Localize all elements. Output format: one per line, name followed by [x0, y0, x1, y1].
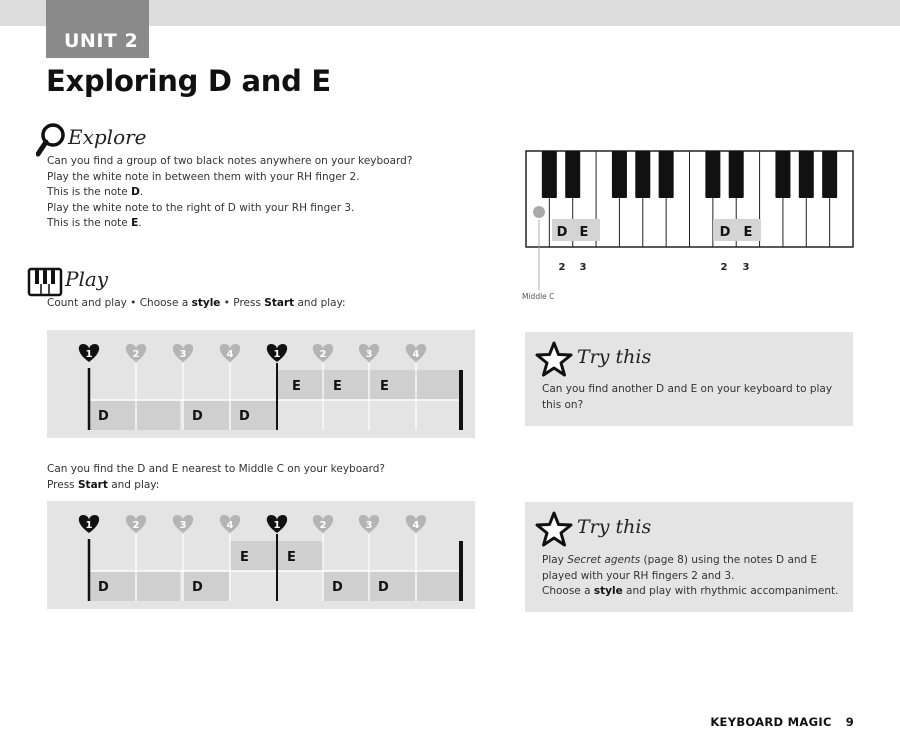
- unit-label: UNIT 2: [64, 30, 139, 52]
- finger-label: 3: [579, 262, 587, 273]
- black-key: [659, 151, 674, 198]
- note-e: E: [287, 550, 296, 565]
- black-key: [565, 151, 580, 198]
- beat-number: 4: [412, 349, 420, 360]
- black-key: [705, 151, 720, 198]
- black-key: [822, 151, 837, 198]
- explore-line-3: This is the note D.: [47, 186, 144, 198]
- black-key: [542, 151, 557, 198]
- note-label-d-2: D: [719, 225, 731, 240]
- try-this-panel-1: [525, 332, 853, 426]
- note-d: D: [98, 409, 109, 424]
- star-icon: [535, 341, 573, 377]
- explore-line-4: Play the white note to the right of D with your RH finger 3.: [47, 201, 355, 214]
- keyboard-diagram: [520, 148, 860, 308]
- rhythm-panel-2: [47, 501, 477, 611]
- note-d: D: [332, 580, 343, 595]
- note-e: E: [333, 379, 342, 394]
- note-d: D: [192, 580, 203, 595]
- note-e: E: [292, 379, 301, 394]
- beat-number: 3: [179, 349, 187, 360]
- note-d: D: [98, 580, 109, 595]
- note-box-d: [323, 571, 369, 601]
- rhythm-panel-1: [47, 330, 477, 440]
- note-e: E: [380, 379, 389, 394]
- note-d: D: [378, 580, 389, 595]
- beat-number: 1: [273, 349, 281, 360]
- explore-line-5: This is the note E.: [47, 217, 142, 229]
- beat-number: 2: [319, 349, 327, 360]
- beat-number: 3: [179, 520, 187, 531]
- note-label-d-1: D: [556, 225, 568, 240]
- magnifier-icon: [36, 122, 68, 158]
- finger-label: 2: [558, 262, 566, 273]
- page-number: 9: [845, 715, 854, 729]
- note-d: D: [239, 409, 250, 424]
- beat-number: 3: [365, 520, 373, 531]
- try-this-panel-2: [525, 502, 853, 612]
- explore-line-2: Play the white note in between them with your RH finger 2.: [47, 170, 360, 183]
- note-label-e-1: E: [579, 225, 589, 240]
- middle-c-question: Can you find the D and E nearest to Middle C on your keyboard? Press Start and play:: [47, 463, 385, 491]
- page-title: Exploring D and E: [46, 64, 331, 98]
- beat-number: 2: [132, 349, 140, 360]
- note-box-d: [183, 400, 229, 430]
- explore-line-1: Can you find a group of two black notes anywhere on your keyboard?: [47, 155, 413, 167]
- beat-number: 4: [226, 349, 234, 360]
- note-box-e: [323, 370, 369, 400]
- beat-number: 2: [132, 520, 140, 531]
- middle-c-dot: [533, 206, 545, 218]
- note-d: D: [192, 409, 203, 424]
- note-box-d: [183, 571, 229, 601]
- black-key: [612, 151, 627, 198]
- note-label-e-2: E: [743, 225, 753, 240]
- note-e: E: [240, 550, 249, 565]
- try-this-heading: Try this: [577, 346, 652, 368]
- keyboard-icon: [27, 265, 63, 297]
- unit-tab: [46, 0, 149, 58]
- beat-number: 4: [226, 520, 234, 531]
- finger-label: 2: [720, 262, 728, 273]
- note-box-e: [277, 541, 323, 571]
- note-box-d: [230, 400, 276, 430]
- try-this-text: Can you find another D and E on your keyboard to play this on?: [542, 383, 833, 411]
- black-key: [729, 151, 744, 198]
- explore-text: [47, 154, 467, 232]
- book-title: KEYBOARD MAGIC: [710, 715, 832, 729]
- beat-number: 1: [273, 520, 281, 531]
- beat-number: 4: [412, 520, 420, 531]
- finger-label: 3: [742, 262, 750, 273]
- page-footer: [710, 715, 854, 729]
- middle-c-label: Middle C: [522, 292, 555, 301]
- play-heading: Play: [65, 267, 109, 291]
- explore-heading: Explore: [68, 125, 147, 149]
- black-key: [775, 151, 790, 198]
- beat-number: 2: [319, 520, 327, 531]
- black-key: [799, 151, 814, 198]
- black-key: [635, 151, 650, 198]
- beat-number: 1: [85, 349, 93, 360]
- beat-number: 1: [85, 520, 93, 531]
- try-this-heading: Try this: [577, 516, 652, 538]
- note-box-e: [230, 541, 276, 571]
- play-instruction: Count and play • Choose a style • Press Start and play:: [47, 297, 346, 309]
- star-icon: [535, 511, 573, 547]
- beat-number: 3: [365, 349, 373, 360]
- try-this-text: Play Secret agents (page 8) using the notes D and E played with your RH fingers 2 and 3. Choose a style and play with rhythmic accompaniment.: [542, 554, 839, 597]
